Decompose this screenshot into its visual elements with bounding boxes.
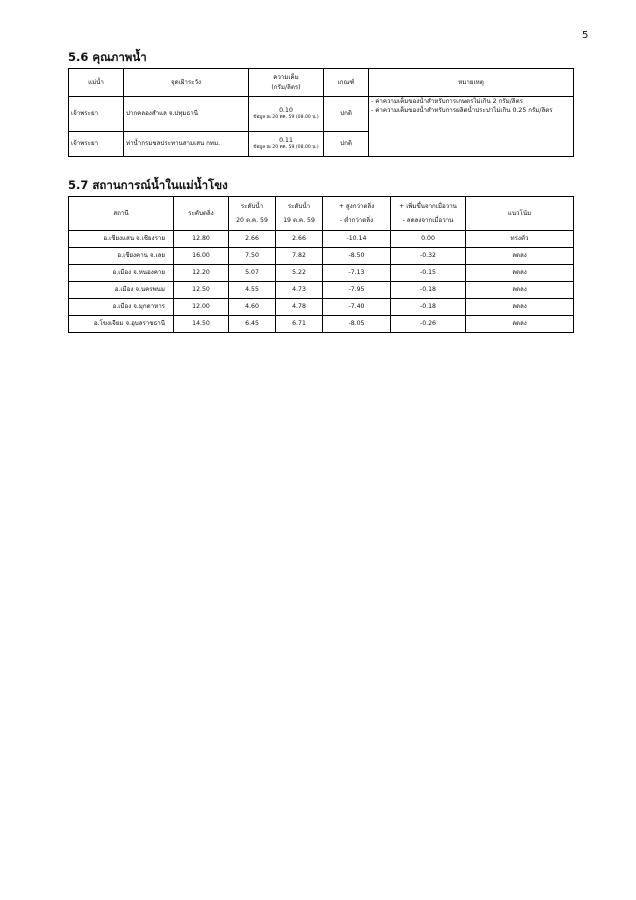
mekong-table [68,196,574,333]
cell-change: -0.32 [391,248,466,265]
table-row [69,282,574,299]
cell-criteria: ปกติ [324,97,369,132]
section-title-water-quality: 5.6 คุณภาพน้ำ [68,50,147,64]
water-quality-table [68,68,574,157]
cell-station: อ.โขงเจียม จ.อุบลราชธานี [69,316,174,333]
cell-level-today: 4.60 [229,299,276,316]
table-row [69,97,574,132]
cell-bank: 12.50 [174,282,229,299]
cell-station: ปากคลองสำแล จ.ปทุมธานี [124,97,249,132]
cell-change: -0.26 [391,316,466,333]
cell-criteria: ปกติ [324,132,369,157]
cell-bank: 12.00 [174,299,229,316]
table-row [69,316,574,333]
cell-bank-diff: -7.95 [323,282,391,299]
cell-level-today: 7.50 [229,248,276,265]
cell-change: -0.18 [391,299,466,316]
header-station: สถานี [69,197,174,231]
cell-level-yesterday: 7.82 [276,248,323,265]
cell-trend: ลดลง [466,265,574,282]
cell-river: เจ้าพระยา [69,97,124,132]
cell-station: อ.เมือง จ.หนองคาย [69,265,174,282]
header-notes: หมายเหตุ [369,69,574,97]
cell-bank: 12.20 [174,265,229,282]
cell-bank: 12.80 [174,231,229,248]
cell-level-today: 2.66 [229,231,276,248]
cell-level-yesterday: 4.78 [276,299,323,316]
cell-station: อ.เมือง จ.นครพนม [69,282,174,299]
cell-station: อ.เชียงคาน จ.เลย [69,248,174,265]
header-bank-level: ระดับตลิ่ง [174,197,229,231]
cell-level-today: 5.07 [229,265,276,282]
cell-change: 0.00 [391,231,466,248]
cell-trend: ลดลง [466,282,574,299]
table-row [69,265,574,282]
header-river: แม่น้ำ [69,69,124,97]
cell-level-today: 6.45 [229,316,276,333]
cell-bank-diff: -7.13 [323,265,391,282]
cell-notes: - ค่าความเค็มของน้ำสำหรับการเกษตรไม่เกิน 2 กรัม/ลิตร - ค่าความเค็มของน้ำสำหรับการผลิตน้ำประปาไม่เกิน 0.25 กรัม/ลิตร [369,97,574,157]
cell-station: อ.เมือง จ.มุกดาหาร [69,299,174,316]
header-station: จุดเฝ้าระวัง [124,69,249,97]
cell-station: อ.เชียงแสน จ.เชียงราย [69,231,174,248]
cell-level-yesterday: 4.73 [276,282,323,299]
table-header-row [69,197,574,231]
cell-trend: ลดลง [466,316,574,333]
header-criteria: เกณฑ์ [324,69,369,97]
cell-bank-diff: -7.40 [323,299,391,316]
table-header-row [69,69,574,97]
cell-river: เจ้าพระยา [69,132,124,157]
table-row [69,299,574,316]
table-row [69,231,574,248]
header-salinity: ความเค็ม (กรัม/ลิตร) [249,69,324,97]
cell-bank-diff: -8.50 [323,248,391,265]
cell-change: -0.18 [391,282,466,299]
header-trend: แนวโน้ม [466,197,574,231]
cell-trend: ลดลง [466,299,574,316]
header-bank-diff: + สูงกว่าตลิ่ง - ต่ำกว่าตลิ่ง [323,197,391,231]
cell-trend: ลดลง [466,248,574,265]
cell-level-today: 4.55 [229,282,276,299]
cell-station: ท่าน้ำกรมชลประทานสามเสน กทม. [124,132,249,157]
cell-bank-diff: -10.14 [323,231,391,248]
section-title-mekong: 5.7 สถานการณ์น้ำในแม่น้ำโขง [68,178,228,192]
cell-trend: ทรงตัว [466,231,574,248]
cell-bank: 16.00 [174,248,229,265]
cell-change: -0.15 [391,265,466,282]
cell-level-yesterday: 5.22 [276,265,323,282]
page-number: 5 [582,30,589,41]
cell-bank-diff: -8.05 [323,316,391,333]
header-change: + เพิ่มขึ้นจากเมื่อวาน - ลดลงจากเมื่อวาน [391,197,466,231]
table-row [69,248,574,265]
cell-bank: 14.50 [174,316,229,333]
cell-level-yesterday: 2.66 [276,231,323,248]
header-level-yesterday: ระดับน้ำ 19 ต.ค. 59 [276,197,323,231]
cell-salinity: 0.11 ข้อมูล ณ 20 ตค. 59 (08.00 น.) [249,132,324,157]
header-level-today: ระดับน้ำ 20 ต.ค. 59 [229,197,276,231]
cell-salinity: 0.10 ข้อมูล ณ 20 ตค. 59 (08.00 น.) [249,97,324,132]
cell-level-yesterday: 6.71 [276,316,323,333]
